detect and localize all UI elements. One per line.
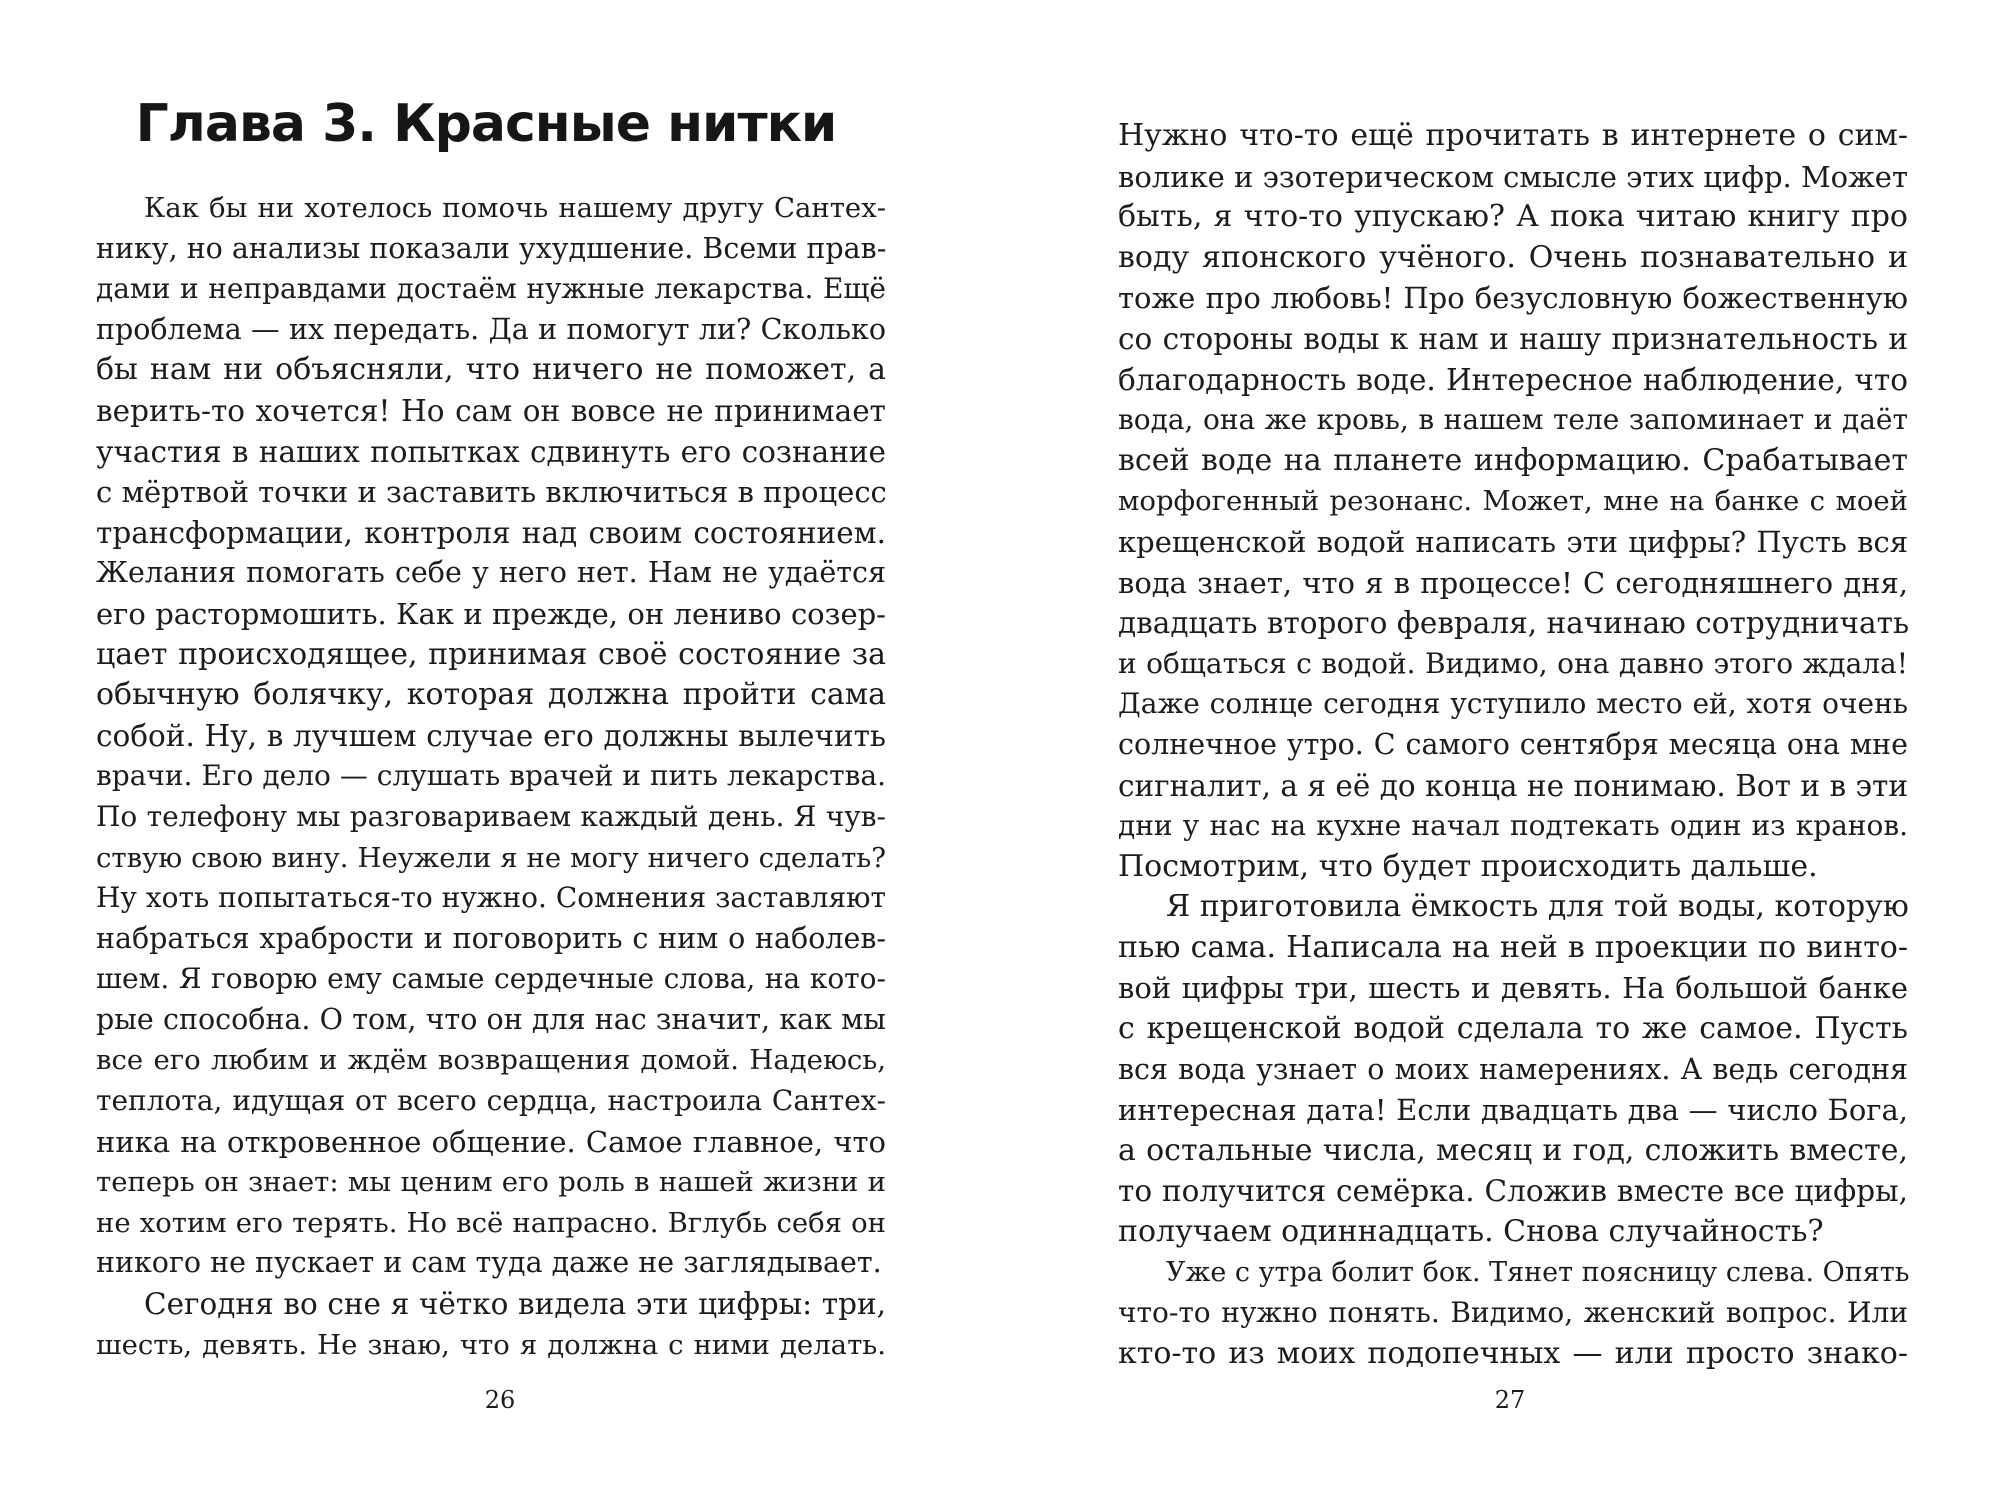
text-line: морфогенный резонанс. Может, мне на банке с моей: [1118, 485, 1908, 518]
text-line: По телефону мы разговариваем каждый день. Я чув-: [96, 799, 886, 833]
text-line: волике и эзотерическом смысле этих цифр. Может: [1118, 159, 1908, 194]
text-line: набраться храбрости и поговорить с ним о наболев-: [96, 921, 886, 955]
text-line: участия в наших попытках сдвинуть его сознание: [96, 434, 886, 469]
text-line: пью сама. Написала на ней в проекции по винто-: [1118, 929, 1908, 965]
text-line: Даже солнце сегодня уступило место ей, хотя очень: [1118, 687, 1908, 721]
text-line: интересная дата! Если двадцать два — число Бога,: [1118, 1093, 1908, 1128]
text-line: с мёртвой точки и заставить включиться в процесс: [96, 475, 887, 510]
right-page: [1000, 0, 2000, 1504]
text-line: шем. Я говорю ему самые сердечные слова, на кото-: [96, 962, 886, 996]
chapter-title: Глава 3. Красные нитки: [135, 94, 837, 154]
text-line: быть, я что-то упускаю? А пока читаю книгу про: [1118, 199, 1908, 235]
text-line: вой цифры три, шесть и девять. На большой банке: [1118, 971, 1908, 1006]
text-line: кто-то из моих подопечных — или просто знако-: [1118, 1335, 1908, 1371]
text-line: теперь он знает: мы ценим его роль в нашей жизни и: [96, 1166, 886, 1199]
text-line: собой. Ну, в лучшем случае его должны вылечить: [96, 718, 886, 753]
right-page-text: [1118, 116, 1908, 1374]
text-line: двадцать второго февраля, начинаю сотрудничать: [1118, 606, 1910, 641]
text-line: не хотим его терять. Но всё напрасно. Вглубь себя он: [96, 1206, 886, 1239]
text-line: вода, она же кровь, в нашем теле запоминает и даёт: [1118, 403, 1908, 437]
text-line: Уже с утра болит бок. Тянет поясницу слева. Опять: [1166, 1256, 1910, 1288]
text-line: его растормошить. Как и прежде, он лениво созер-: [96, 596, 886, 631]
text-line: что-то нужно понять. Видимо, женский вопрос. Или: [1118, 1296, 1908, 1330]
text-line: дами и неправдами достаём нужные лекарства. Ещё: [96, 272, 886, 306]
text-line: Желания помогать себе у него нет. Нам не удаётся: [96, 556, 886, 590]
text-line: ствую свою вину. Неужели я не могу ничего сделать?: [96, 841, 886, 874]
page-number: 27: [1494, 1386, 1526, 1414]
text-line: цает происходящее, принимая своё состояние за: [96, 636, 886, 672]
text-line: вся вода узнает о моих намерениях. А ведь сегодня: [1118, 1052, 1908, 1086]
text-line: Я приготовила ёмкость для той воды, которую: [1166, 889, 1909, 925]
text-line: всей воде на планете информацию. Срабатывает: [1118, 442, 1908, 478]
text-line: сигналит, а я её до конца не понимаю. Вот и в эти: [1118, 768, 1908, 803]
text-line: бы нам ни объясняли, что ничего не поможет, а: [96, 352, 886, 388]
text-line: воду японского учёного. Очень познавательно и: [1118, 239, 1908, 275]
text-line: тоже про любовь! Про безусловную божественную: [1118, 281, 1908, 316]
text-line: все его любим и ждём возвращения домой. Надеюсь,: [96, 1044, 886, 1077]
text-line: Ну хоть попытаться-то нужно. Сомнения заставляют: [96, 881, 886, 915]
text-line: благодарность воде. Интересное наблюдение, что: [1118, 362, 1908, 397]
text-line: Сегодня во сне я чётко видела эти цифры: три,: [144, 1287, 886, 1322]
text-line: крещенской водой написать эти цифры? Пусть вся: [1118, 524, 1908, 559]
text-line: шесть, девять. Не знаю, что я должна с ними делать.: [96, 1328, 886, 1361]
text-line: дни у нас на кухне начал подтекать один из кранов.: [1118, 809, 1908, 843]
text-line: обычную болячку, которая должна пройти сама: [96, 677, 886, 713]
text-line: рые способна. О том, что он для нас значит, как мы: [96, 1002, 886, 1036]
text-line: вода знает, что я в процессе! С сегодняшнего дня,: [1118, 565, 1908, 600]
page-number: 26: [484, 1386, 516, 1414]
text-line: Как бы ни хотелось помочь нашему другу Сантех-: [144, 192, 886, 224]
text-line: трансформации, контроля над своим состоянием.: [96, 515, 886, 550]
text-line: получаем одиннадцать. Снова случайность?: [1118, 1214, 1824, 1250]
text-line: то получится семёрка. Сложив вместе все цифры,: [1118, 1174, 1908, 1209]
text-line: со стороны воды к нам и нашу признательность и: [1118, 321, 1908, 356]
text-line: и общаться с водой. Видимо, она давно этого ждала!: [1118, 646, 1908, 680]
left-page-text: [96, 188, 886, 1365]
text-line: врачи. Его дело — слушать врачей и пить лекарства.: [96, 759, 886, 793]
text-line: нику, но анализы показали ухудшение. Всеми прав-: [96, 231, 887, 265]
text-line: с крещенской водой сделала то же самое. Пусть: [1118, 1011, 1908, 1047]
text-line: проблема — их передать. Да и помогут ли? Сколько: [96, 312, 886, 346]
text-line: Посмотрим, что будет происходить дальше.: [1118, 848, 1818, 884]
text-line: никого не пускает и сам туда даже не заглядывает.: [96, 1246, 882, 1280]
text-line: Нужно что-то ещё прочитать в интернете о сим-: [1118, 118, 1908, 153]
text-line: солнечное утро. С самого сентября месяца она мне: [1118, 727, 1908, 761]
text-line: верить-то хочется! Но сам он вовсе не принимает: [96, 393, 886, 428]
text-line: а остальные числа, месяц и год, сложить вместе,: [1118, 1132, 1908, 1168]
text-line: ника на откровенное общение. Самое главное, что: [96, 1124, 886, 1159]
text-line: теплота, идущая от всего сердца, настроила Сантех-: [96, 1084, 886, 1118]
